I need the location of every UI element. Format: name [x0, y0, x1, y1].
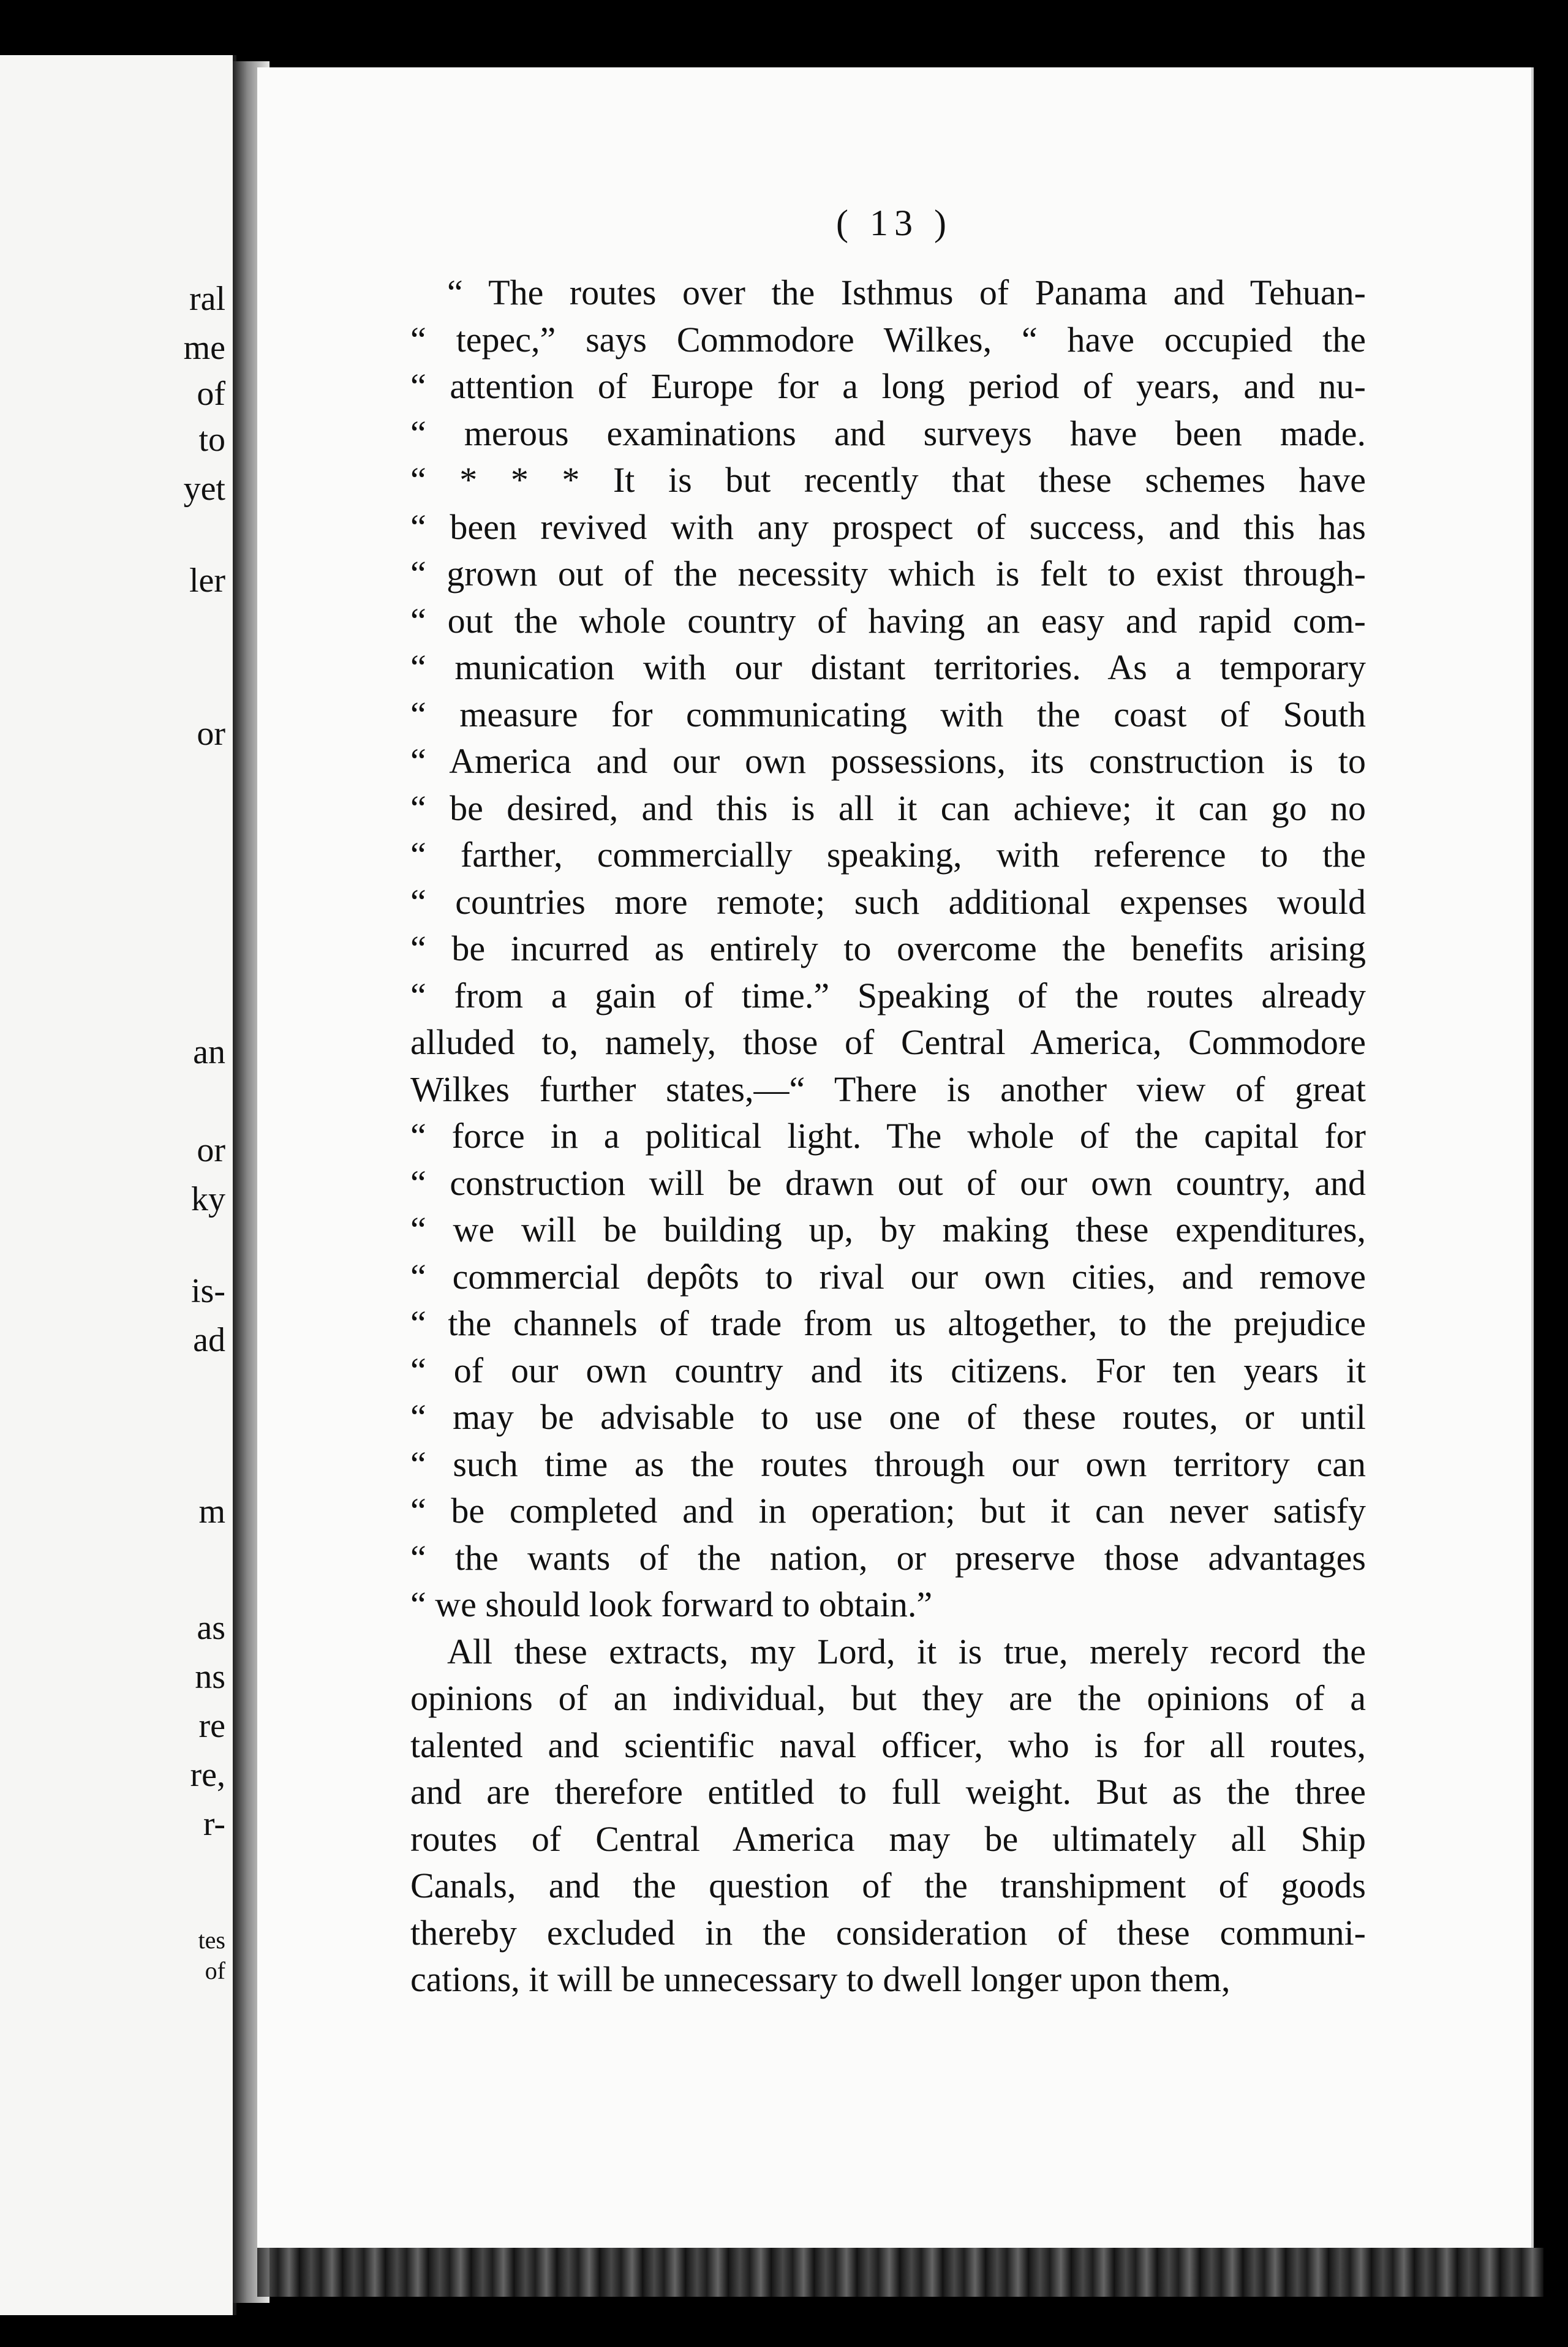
- text-line: “ force in a political light. The whole of the capital for: [410, 1116, 1366, 1156]
- text-line: “ America and our own possessions, its construction is to: [410, 741, 1366, 781]
- left-fragment: ns: [195, 1658, 225, 1696]
- text-line: “ countries more remote; such additional expenses would: [410, 881, 1366, 922]
- text-line: “ may be advisable to use one of these routes, or until: [410, 1397, 1366, 1437]
- left-fragment: r-: [203, 1805, 225, 1843]
- left-fragment: re,: [190, 1756, 225, 1794]
- text-line: talented and scientific naval officer, who is for all routes,: [410, 1725, 1366, 1765]
- left-fragment: yet: [183, 470, 225, 508]
- text-line: “ tepec,” says Commodore Wilkes, “ have occupied the: [410, 319, 1366, 360]
- left-fragment: me: [183, 329, 225, 367]
- left-footnote-fragment: tes: [198, 1926, 225, 1954]
- left-fragment: ky: [191, 1180, 225, 1218]
- text-line: “ we will be building up, by making these expenditures,: [410, 1210, 1366, 1249]
- left-fragment: ral: [189, 280, 225, 318]
- left-fragment: is-: [191, 1272, 225, 1310]
- text-line: “ * * * It is but recently that these schemes have: [410, 460, 1366, 500]
- text-line: routes of Central America may be ultimately all Ship: [410, 1818, 1366, 1859]
- text-line: “ from a gain of time.” Speaking of the routes already: [410, 975, 1366, 1015]
- text-line: “ out the whole country of having an easy and rapid com-: [410, 600, 1366, 641]
- page-number: ( 13 ): [836, 203, 952, 243]
- text-line: alluded to, namely, those of Central America, Commodore: [410, 1022, 1366, 1062]
- left-fragment: or: [197, 1131, 225, 1169]
- text-line: “ the wants of the nation, or preserve those advantages: [410, 1537, 1366, 1578]
- page-bottom-edge: [257, 2248, 1544, 2297]
- left-fragment: to: [198, 421, 225, 459]
- body-text: [410, 269, 1366, 2003]
- left-fragment: ler: [189, 562, 225, 600]
- left-fragment: of: [197, 375, 225, 413]
- text-line: thereby excluded in the consideration of these communi-: [410, 1912, 1366, 1953]
- text-line: “ grown out of the necessity which is felt to exist through-: [410, 554, 1366, 593]
- book-page: [257, 67, 1534, 2248]
- text-line: “ attention of Europe for a long period of years, and nu-: [410, 366, 1366, 406]
- text-line: “ measure for communicating with the coast of South: [410, 694, 1366, 734]
- left-fragment: or: [197, 715, 225, 753]
- text-line: “ be incurred as entirely to overcome the benefits arising: [410, 929, 1366, 968]
- text-line: “ been revived with any prospect of success, and this has: [410, 507, 1366, 547]
- text-line: Canals, and the question of the transhipment of goods: [410, 1866, 1366, 1905]
- text-line: “ farther, commercially speaking, with reference to the: [410, 835, 1366, 875]
- text-line: “ of our own country and its citizens. For ten years it: [410, 1350, 1366, 1390]
- text-line: opinions of an individual, but they are the opinions of a: [410, 1678, 1366, 1718]
- text-line: “ such time as the routes through our own territory can: [410, 1444, 1366, 1484]
- text-line: “ be desired, and this is all it can achieve; it can go no: [410, 788, 1366, 828]
- text-line: All these extracts, my Lord, it is true, merely record the: [447, 1631, 1366, 1671]
- text-line: “ the channels of trade from us altogether, to the prejudice: [410, 1303, 1366, 1343]
- left-fragment: ad: [193, 1321, 225, 1359]
- text-line: “ construction will be drawn out of our own country, and: [410, 1162, 1366, 1203]
- text-line: “ be completed and in operation; but it can never satisfy: [410, 1491, 1366, 1531]
- left-fragment: as: [197, 1609, 225, 1647]
- left-fragment: re: [198, 1707, 225, 1745]
- text-line: “ The routes over the Isthmus of Panama and Tehuan-: [447, 273, 1366, 312]
- left-footnote-fragment: of: [205, 1957, 225, 1984]
- text-line: “ we should look forward to obtain.”: [410, 1584, 933, 1624]
- text-line: cations, it will be unnecessary to dwell longer upon them,: [410, 1959, 1231, 1999]
- left-fragment: an: [193, 1033, 225, 1071]
- text-line: and are therefore entitled to full weight. But as the three: [410, 1772, 1366, 1812]
- text-line: “ merous examinations and surveys have been made.: [410, 413, 1366, 453]
- text-line: “ commercial depôts to rival our own cities, and remove: [410, 1256, 1366, 1297]
- left-fragment: m: [198, 1493, 225, 1531]
- left-facing-page: [0, 55, 236, 2315]
- text-line: “ munication with our distant territories. As a temporary: [410, 647, 1366, 687]
- text-line: Wilkes further states,—“ There is another view of great: [410, 1069, 1366, 1109]
